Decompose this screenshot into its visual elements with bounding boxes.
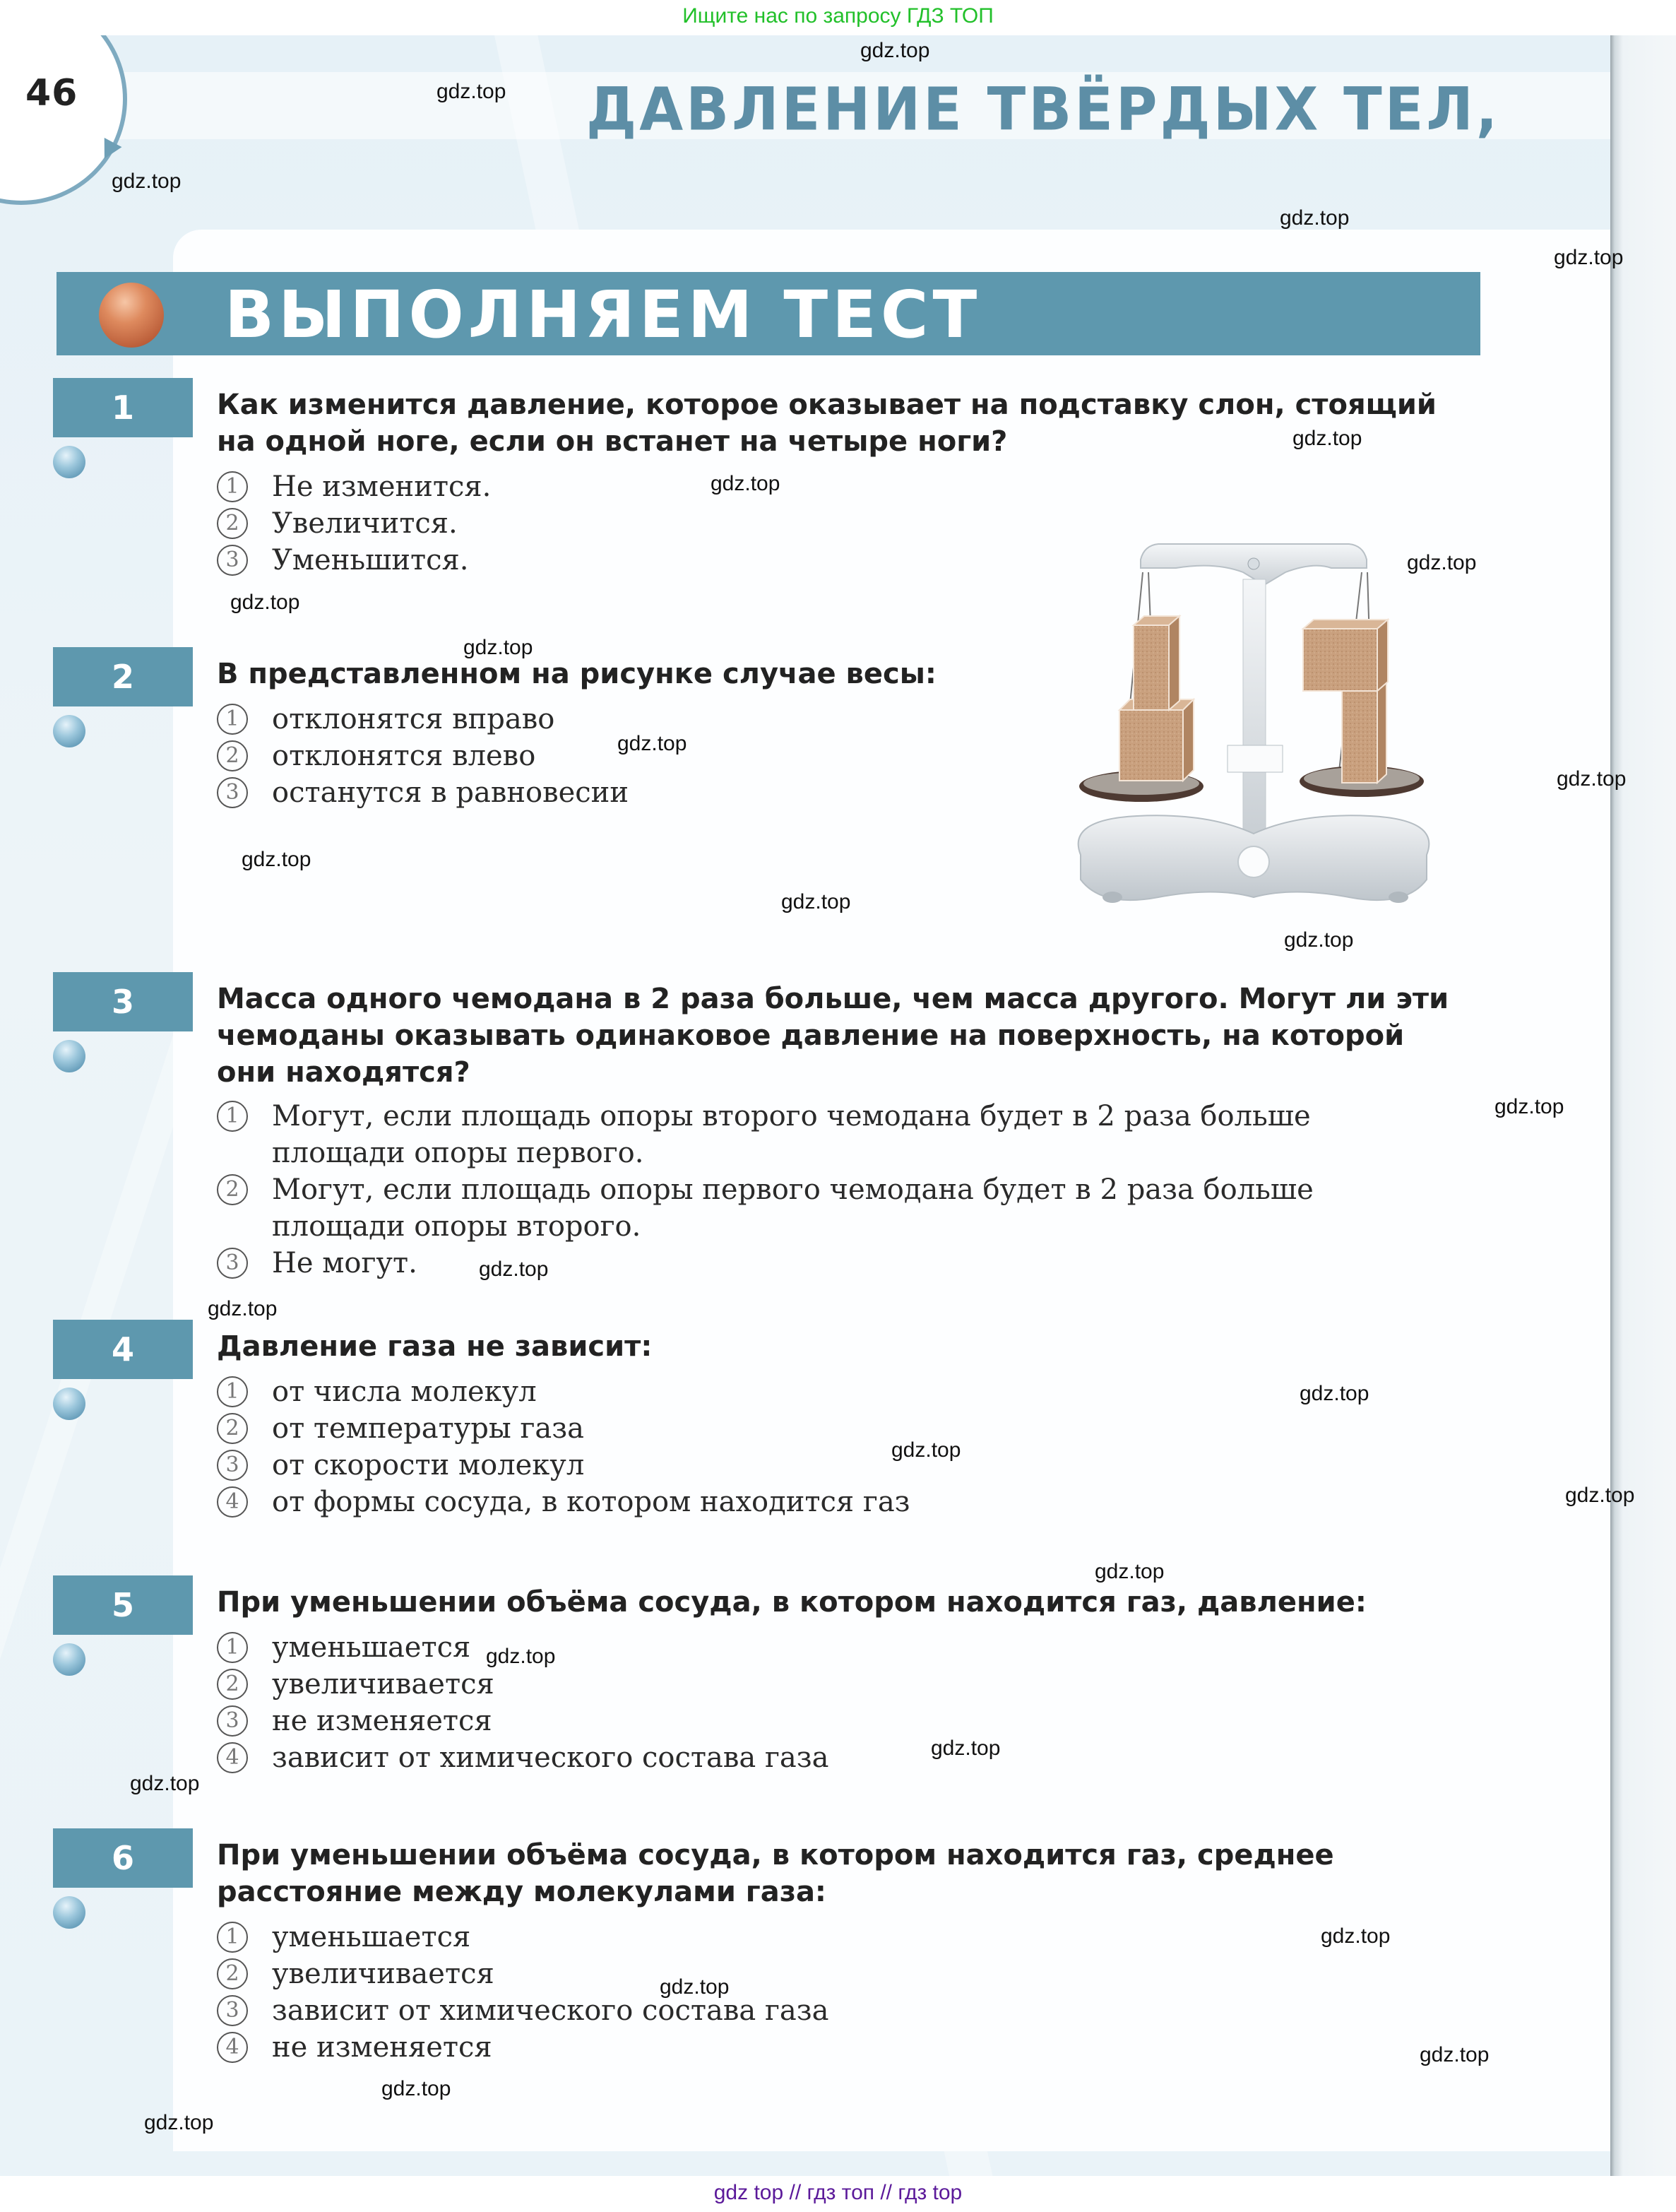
option-number-circle: 4: [217, 2032, 248, 2063]
option-number-circle: 2: [217, 1413, 248, 1444]
watermark: gdz.top: [1292, 427, 1362, 450]
page-gutter: [1610, 35, 1676, 2176]
balance-scale-figure: [1052, 523, 1469, 918]
answer-text: не изменяется: [272, 1705, 492, 1737]
answer-text: Могут, если площадь опоры второго чемодана будет в 2 раза больше площади опоры первого.: [272, 1100, 1311, 1169]
watermark: gdz.top: [1280, 206, 1350, 230]
chapter-title: ДАВЛЕНИЕ ТВЁРДЫХ ТЕЛ,: [586, 74, 1501, 144]
option-number-circle: 4: [217, 1742, 248, 1773]
option-number-circle: 1: [217, 1632, 248, 1663]
watermark: gdz.top: [1494, 1095, 1564, 1118]
blue-sphere-icon: [53, 1040, 85, 1072]
answer-text: зависит от химического состава газа: [272, 1994, 829, 2027]
answer-text: от температуры газа: [272, 1412, 584, 1445]
answer-option[interactable]: [217, 738, 629, 774]
answer-text: останутся в равновесии: [272, 776, 629, 809]
footer-links[interactable]: gdz top // гдз топ // гдз top: [0, 2176, 1676, 2212]
option-number-circle: 2: [217, 1174, 248, 1205]
watermark: gdz.top: [479, 1258, 549, 1281]
watermark: gdz.top: [230, 591, 300, 614]
question-number: 5: [53, 1575, 193, 1635]
option-number-circle: 1: [217, 1376, 248, 1407]
watermark: gdz.top: [1321, 1924, 1391, 1948]
answer-text: отклонятся вправо: [272, 703, 555, 735]
answer-text: Не могут.: [272, 1247, 417, 1279]
answer-text: увеличивается: [272, 1958, 494, 1990]
answer-option[interactable]: [217, 1666, 828, 1703]
question-number: 3: [53, 972, 193, 1031]
question-text: Масса одного чемодана в 2 раза больше, чем масса другого. Могут ли эти чемоданы оказывать одинаковое давление на поверхность, на которой они находятся?: [217, 983, 1449, 1089]
answer-text: уменьшается: [272, 1921, 471, 1953]
option-number-circle: 3: [217, 545, 248, 576]
question-text: При уменьшении объёма сосуда, в котором находится газ, давление:: [217, 1586, 1367, 1619]
answer-text: Увеличится.: [272, 507, 458, 540]
watermark: gdz.top: [144, 2111, 214, 2134]
watermark: gdz.top: [891, 1438, 961, 1462]
blue-sphere-icon: [53, 1896, 85, 1929]
question-number: 2: [53, 647, 193, 706]
option-number-circle: 4: [217, 1486, 248, 1518]
watermark: gdz.top: [130, 1772, 200, 1795]
answer-text: отклонятся влево: [272, 740, 536, 772]
answer-text: Уменьшится.: [272, 544, 469, 576]
option-number-circle: 2: [217, 740, 248, 771]
option-number-circle: 3: [217, 777, 248, 808]
question-4: [0, 1320, 1610, 1560]
watermark: gdz.top: [1554, 246, 1624, 269]
watermark: gdz.top: [1565, 1484, 1635, 1507]
watermark: gdz.top: [1095, 1560, 1165, 1583]
answer-option[interactable]: [217, 774, 629, 811]
textbook-page: [0, 35, 1676, 2176]
watermark: gdz.top: [486, 1645, 556, 1668]
answer-text: от формы сосуда, в котором находится газ: [272, 1486, 910, 1518]
watermark: gdz.top: [1407, 551, 1477, 574]
option-number-circle: 3: [217, 1995, 248, 2026]
question-text: В представленном на рисунке случае весы:: [217, 658, 937, 690]
answer-option[interactable]: [217, 1447, 910, 1484]
answer-option[interactable]: [217, 2029, 828, 2066]
watermark: gdz.top: [860, 39, 930, 62]
orange-sphere-icon: [99, 283, 164, 348]
watermark: gdz.top: [436, 80, 506, 103]
answer-option[interactable]: [217, 1992, 828, 2029]
question-number: 6: [53, 1828, 193, 1888]
answer-option[interactable]: [217, 1245, 1418, 1282]
answer-option[interactable]: [217, 542, 491, 579]
watermark: gdz.top: [208, 1297, 278, 1320]
answer-text: от числа молекул: [272, 1376, 537, 1408]
answer-option[interactable]: [217, 1171, 1418, 1245]
watermark: gdz.top: [931, 1737, 1001, 1760]
question-text: При уменьшении объёма сосуда, в котором находится газ, среднее расстояние между молекулами газа:: [217, 1839, 1334, 1908]
watermark: gdz.top: [711, 472, 780, 495]
answer-list: [217, 1919, 828, 2066]
option-number-circle: 3: [217, 1248, 248, 1279]
answer-option[interactable]: [217, 1956, 828, 1992]
answer-option[interactable]: [217, 1703, 828, 1739]
question-number: 1: [53, 378, 193, 437]
answer-list: [217, 1373, 910, 1520]
blue-sphere-icon: [53, 446, 85, 478]
option-number-circle: 1: [217, 471, 248, 502]
page-number-circle: [0, 35, 127, 205]
answer-option[interactable]: [217, 701, 629, 738]
answer-text: не изменяется: [272, 2031, 492, 2064]
page-number: 46: [25, 72, 78, 114]
watermark: gdz.top: [112, 170, 182, 193]
watermark: gdz.top: [463, 636, 533, 659]
question-text: Давление газа не зависит:: [217, 1330, 653, 1363]
answer-text: увеличивается: [272, 1668, 494, 1701]
watermark: gdz.top: [1284, 928, 1354, 952]
question-5: [0, 1575, 1610, 1816]
answer-list: [217, 1098, 1418, 1282]
watermark: gdz.top: [1557, 767, 1627, 791]
answer-option[interactable]: [217, 1484, 910, 1520]
option-number-circle: 2: [217, 508, 248, 539]
watermark: gdz.top: [381, 2077, 451, 2100]
watermark: gdz.top: [1300, 1382, 1369, 1405]
answer-option[interactable]: [217, 468, 491, 505]
answer-option[interactable]: [217, 1098, 1418, 1171]
answer-text: Могут, если площадь опоры первого чемодана будет в 2 раза больше площади опоры второго.: [272, 1173, 1314, 1243]
watermark: gdz.top: [242, 848, 311, 871]
answer-option[interactable]: [217, 1919, 828, 1956]
top-promo-banner: Ищите нас по запросу ГДЗ ТОП: [0, 0, 1676, 35]
watermark: gdz.top: [781, 890, 851, 913]
option-number-circle: 3: [217, 1705, 248, 1737]
blue-sphere-icon: [53, 1388, 85, 1420]
blue-sphere-icon: [53, 715, 85, 747]
answer-text: от скорости молекул: [272, 1449, 585, 1481]
question-text: Как изменится давление, которое оказывает на подставку слон, стоящий на одной ноге, если он встанет на четыре ноги?: [217, 389, 1437, 458]
answer-option[interactable]: [217, 1373, 910, 1410]
answer-option[interactable]: [217, 1410, 910, 1447]
option-number-circle: 1: [217, 704, 248, 735]
answer-list: [217, 468, 491, 579]
option-number-circle: 3: [217, 1450, 248, 1481]
watermark: gdz.top: [617, 732, 687, 755]
answer-text: Не изменится.: [272, 471, 492, 503]
question-6: [0, 1828, 1610, 2111]
question-number: 4: [53, 1320, 193, 1379]
option-number-circle: 2: [217, 1958, 248, 1989]
section-title: ВЫПОЛНЯЕМ ТЕСТ: [225, 277, 982, 353]
blue-sphere-icon: [53, 1643, 85, 1676]
option-number-circle: 2: [217, 1669, 248, 1700]
answer-option[interactable]: [217, 1739, 828, 1776]
watermark: gdz.top: [660, 1975, 730, 1999]
watermark: gdz.top: [1420, 2043, 1490, 2066]
answer-text: уменьшается: [272, 1631, 471, 1664]
answer-option[interactable]: [217, 505, 491, 542]
answer-text: зависит от химического состава газа: [272, 1741, 829, 1774]
option-number-circle: 1: [217, 1922, 248, 1953]
question-3: [0, 972, 1610, 1311]
answer-list: [217, 701, 629, 811]
option-number-circle: 1: [217, 1101, 248, 1132]
